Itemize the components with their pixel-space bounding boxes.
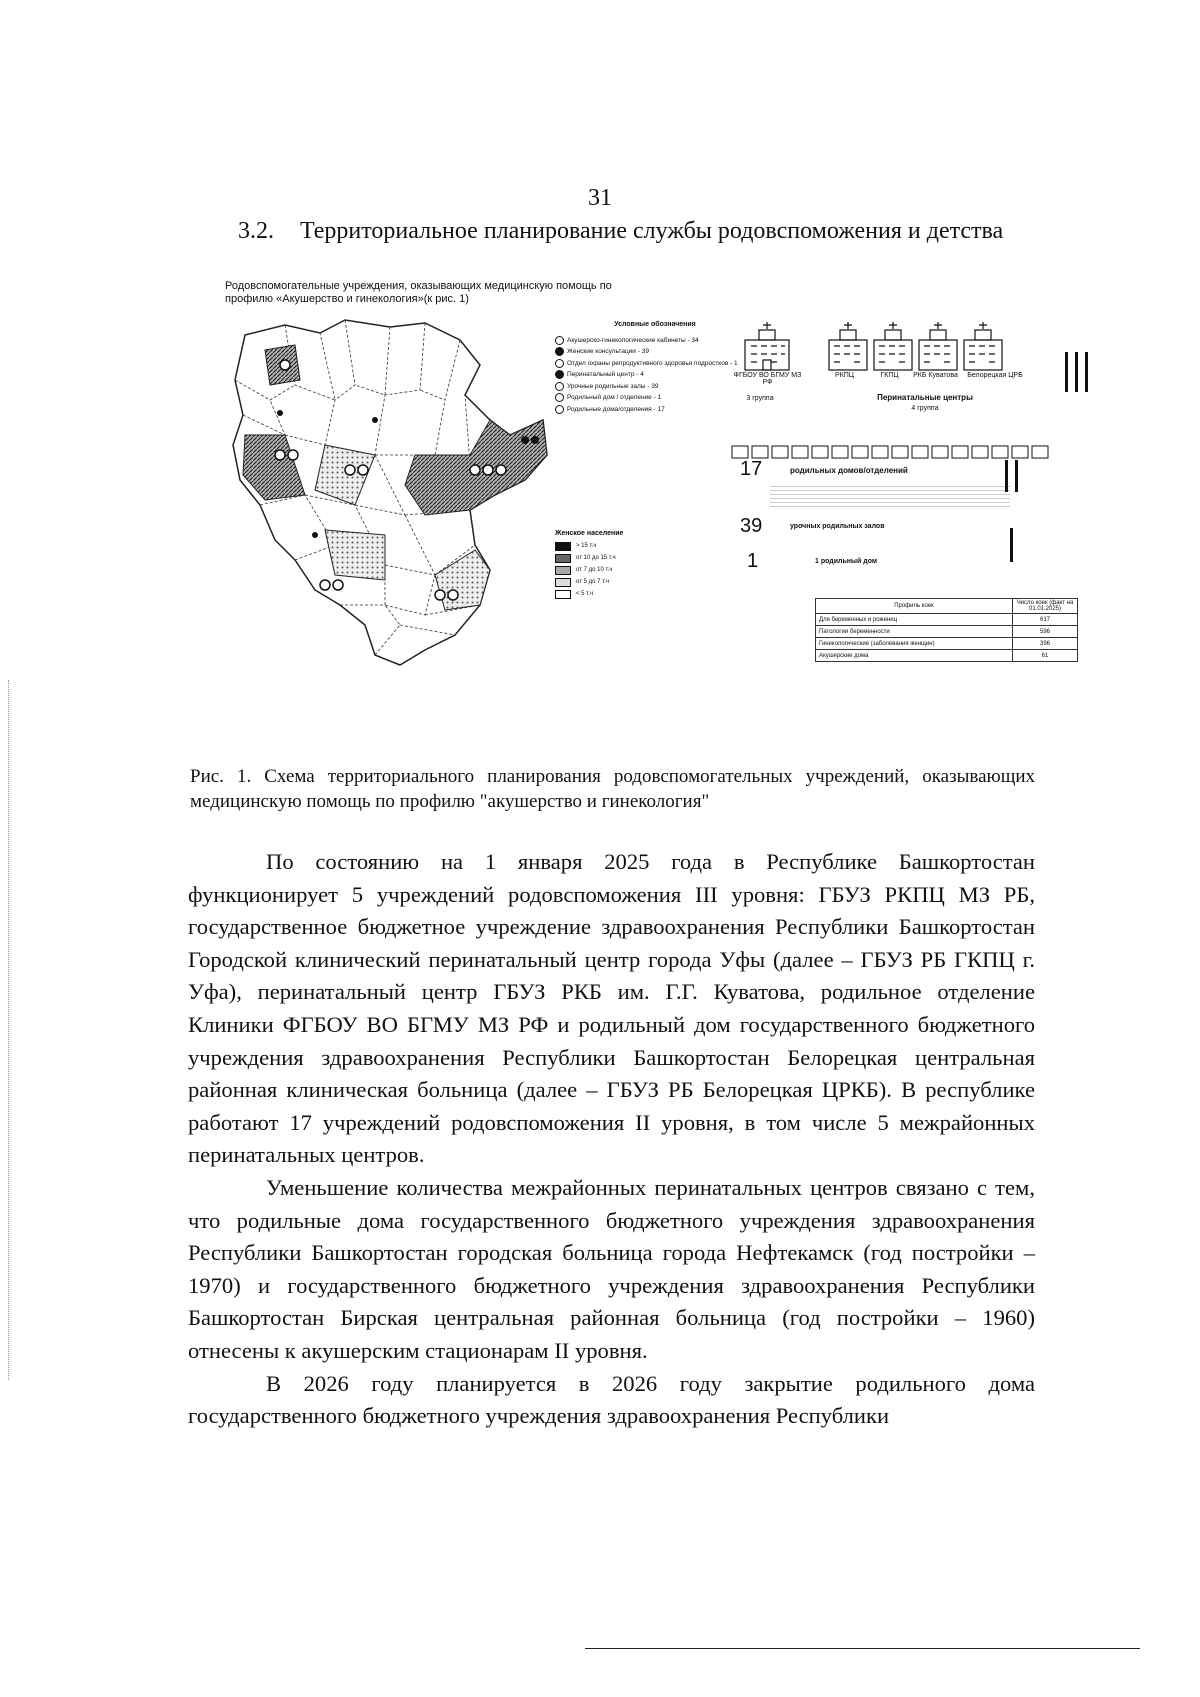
- map-title: Родовспомогательные учреждения, оказывающих медицинскую помощь по профилю «Акушерство и гинекология»(к рис. 1): [225, 280, 612, 305]
- section-heading: [238, 218, 1003, 245]
- footer-line: [585, 1648, 1140, 1649]
- legend-item: Урочные родильные залы - 39: [555, 382, 755, 392]
- table-row: Гинекологические (заболевания женщин) 396: [816, 638, 1078, 650]
- page-number: 31: [588, 185, 612, 211]
- table-row: Для беременных и рожениц 617: [816, 614, 1078, 626]
- hospital-building-icon: [737, 322, 797, 372]
- count-delivery-rooms: 39: [740, 515, 763, 537]
- population-item: < 5 т.ч: [555, 588, 675, 600]
- legend-item: Женские консультации - 39: [555, 347, 755, 357]
- count-maternity-home: 1: [747, 550, 759, 572]
- legend-title: Условные обозначения: [614, 321, 696, 328]
- institution-label: ФГБОУ ВО БГМУ МЗ РФ: [733, 372, 802, 386]
- institution-label: РКПЦ: [835, 372, 854, 379]
- population-legend-title: Женское население: [555, 530, 624, 537]
- filled-circle-icon: [555, 347, 564, 356]
- region-map: [225, 305, 555, 685]
- legend-item: Акушерско-гинекологические кабинеты - 34: [555, 336, 755, 346]
- legend-item: Родильные дома/отделения - 17: [555, 405, 755, 415]
- maternity-home-label: 1 родильный дом: [815, 558, 878, 565]
- circle-icon: [555, 359, 564, 368]
- swatch-icon: [555, 578, 571, 587]
- swatch-icon: [555, 590, 571, 599]
- divider: [1085, 352, 1088, 392]
- count-maternity: 17: [740, 458, 763, 480]
- population-item: от 7 до 10 т.ч: [555, 564, 675, 576]
- circle-icon: [555, 405, 564, 414]
- maternity-bars: [1005, 460, 1018, 492]
- section-number: 3.2.: [238, 218, 274, 244]
- population-item: от 5 до 7 т.ч: [555, 576, 675, 588]
- perinatal-label: Перинатальные центры: [877, 393, 973, 402]
- beds-table: [815, 598, 1078, 662]
- institution-label: РКБ Куватова: [913, 372, 958, 379]
- figure: [225, 270, 1130, 748]
- table-row: Патологии беременности 596: [816, 626, 1078, 638]
- divider: [1065, 352, 1068, 392]
- table-header-count: Число коек (факт на 01.01.2025): [1013, 599, 1078, 614]
- divider: [1005, 460, 1008, 492]
- map-legend: [555, 320, 755, 416]
- table-header-row: [816, 599, 1078, 614]
- circle-icon: [555, 336, 564, 345]
- swatch-icon: [555, 542, 571, 551]
- swatch-icon: [555, 566, 571, 575]
- divider: [1010, 528, 1013, 562]
- perinatal-buildings-icons: [825, 322, 1045, 372]
- paragraph: В 2026 году планируется в 2026 году закрытие родильного дома государственного бюджетного учреждения здравоохранения Республики: [188, 1370, 1035, 1429]
- group-label: 3 группа: [746, 395, 774, 402]
- legend-item: Родильный дом / отделение - 1: [555, 393, 755, 403]
- population-legend: [555, 528, 675, 600]
- perinatal-sub: 4 группа: [911, 405, 939, 412]
- circle-icon: [555, 393, 564, 402]
- filled-circle-icon: [555, 370, 564, 379]
- legend-item: Отдел охраны репродуктивного здоровья подростков - 1: [555, 359, 755, 369]
- institution-label: ГКПЦ: [880, 372, 899, 379]
- divider: [1015, 460, 1018, 492]
- table-header-profile: Профиль коек: [816, 599, 1013, 614]
- paragraph: По состоянию на 1 января 2025 года в Республике Башкортостан функционирует 5 учреждений родовспоможения III уровня: ГБУЗ РКПЦ МЗ РБ, государственное бюджетное учреждение здравоохранения Республики Башкортостан Городской клинический перинатальный центр города Уфы (далее – ГБУЗ РБ ГКПЦ г. Уфа), перинатальный центр ГБУЗ РКБ им. Г.Г. Куватова, родильное отделение Клиники ФГБОУ ВО БГМУ МЗ РФ и родильный дом государственного бюджетного учреждения здравоохранения Республики Башкортостан Белорецкая центральная районная клиническая больница (далее – ГБУЗ РБ Белорецкая ЦРКБ). В республике работают 17 учреждений родовспоможения II уровня, в том числе 5 межрайонных перинатальных центров.: [188, 849, 1035, 1168]
- table-row: Акушерские дома 61: [816, 650, 1078, 662]
- divider: [1075, 352, 1078, 392]
- institution-label: Белорецкая ЦРБ: [967, 372, 1023, 379]
- swatch-icon: [555, 554, 571, 563]
- population-item: от 10 до 15 т.ч: [555, 552, 675, 564]
- section-title: Территориальное планирование службы родовспоможения и детства: [300, 218, 1004, 244]
- legend-item: Перинатальный центр - 4: [555, 370, 755, 380]
- body-text: [188, 846, 1035, 1433]
- circle-icon: [555, 382, 564, 391]
- figure-caption: Рис. 1. Схема территориального планирования родовспомогательных учреждений, оказывающих медицинскую помощь по профилю "акушерство и гинекология": [190, 766, 1035, 812]
- scan-artifact: [8, 680, 10, 1380]
- delivery-rooms-label: урочных родильных залов: [790, 523, 885, 530]
- group-bars: [1065, 352, 1088, 392]
- maternity-buildings-row: [730, 440, 1060, 460]
- paragraph: Уменьшение количества межрайонных перинатальных центров связано с тем, что родильные дома государственного бюджетного учреждения здравоохранения Республики Башкортостан городская больница города Нефтекамск (год постройки – 1970) и государственного бюджетного учреждения здравоохранения Республики Башкортостан Бирская центральная районная больница (год постройки – 1960) отнесены к акушерским стационарам II уровня.: [188, 1174, 1035, 1363]
- maternity-label: родильных домов/отделений: [790, 466, 908, 475]
- maternity-list-text: [770, 484, 1010, 510]
- population-item: > 15 т.ч: [555, 540, 675, 552]
